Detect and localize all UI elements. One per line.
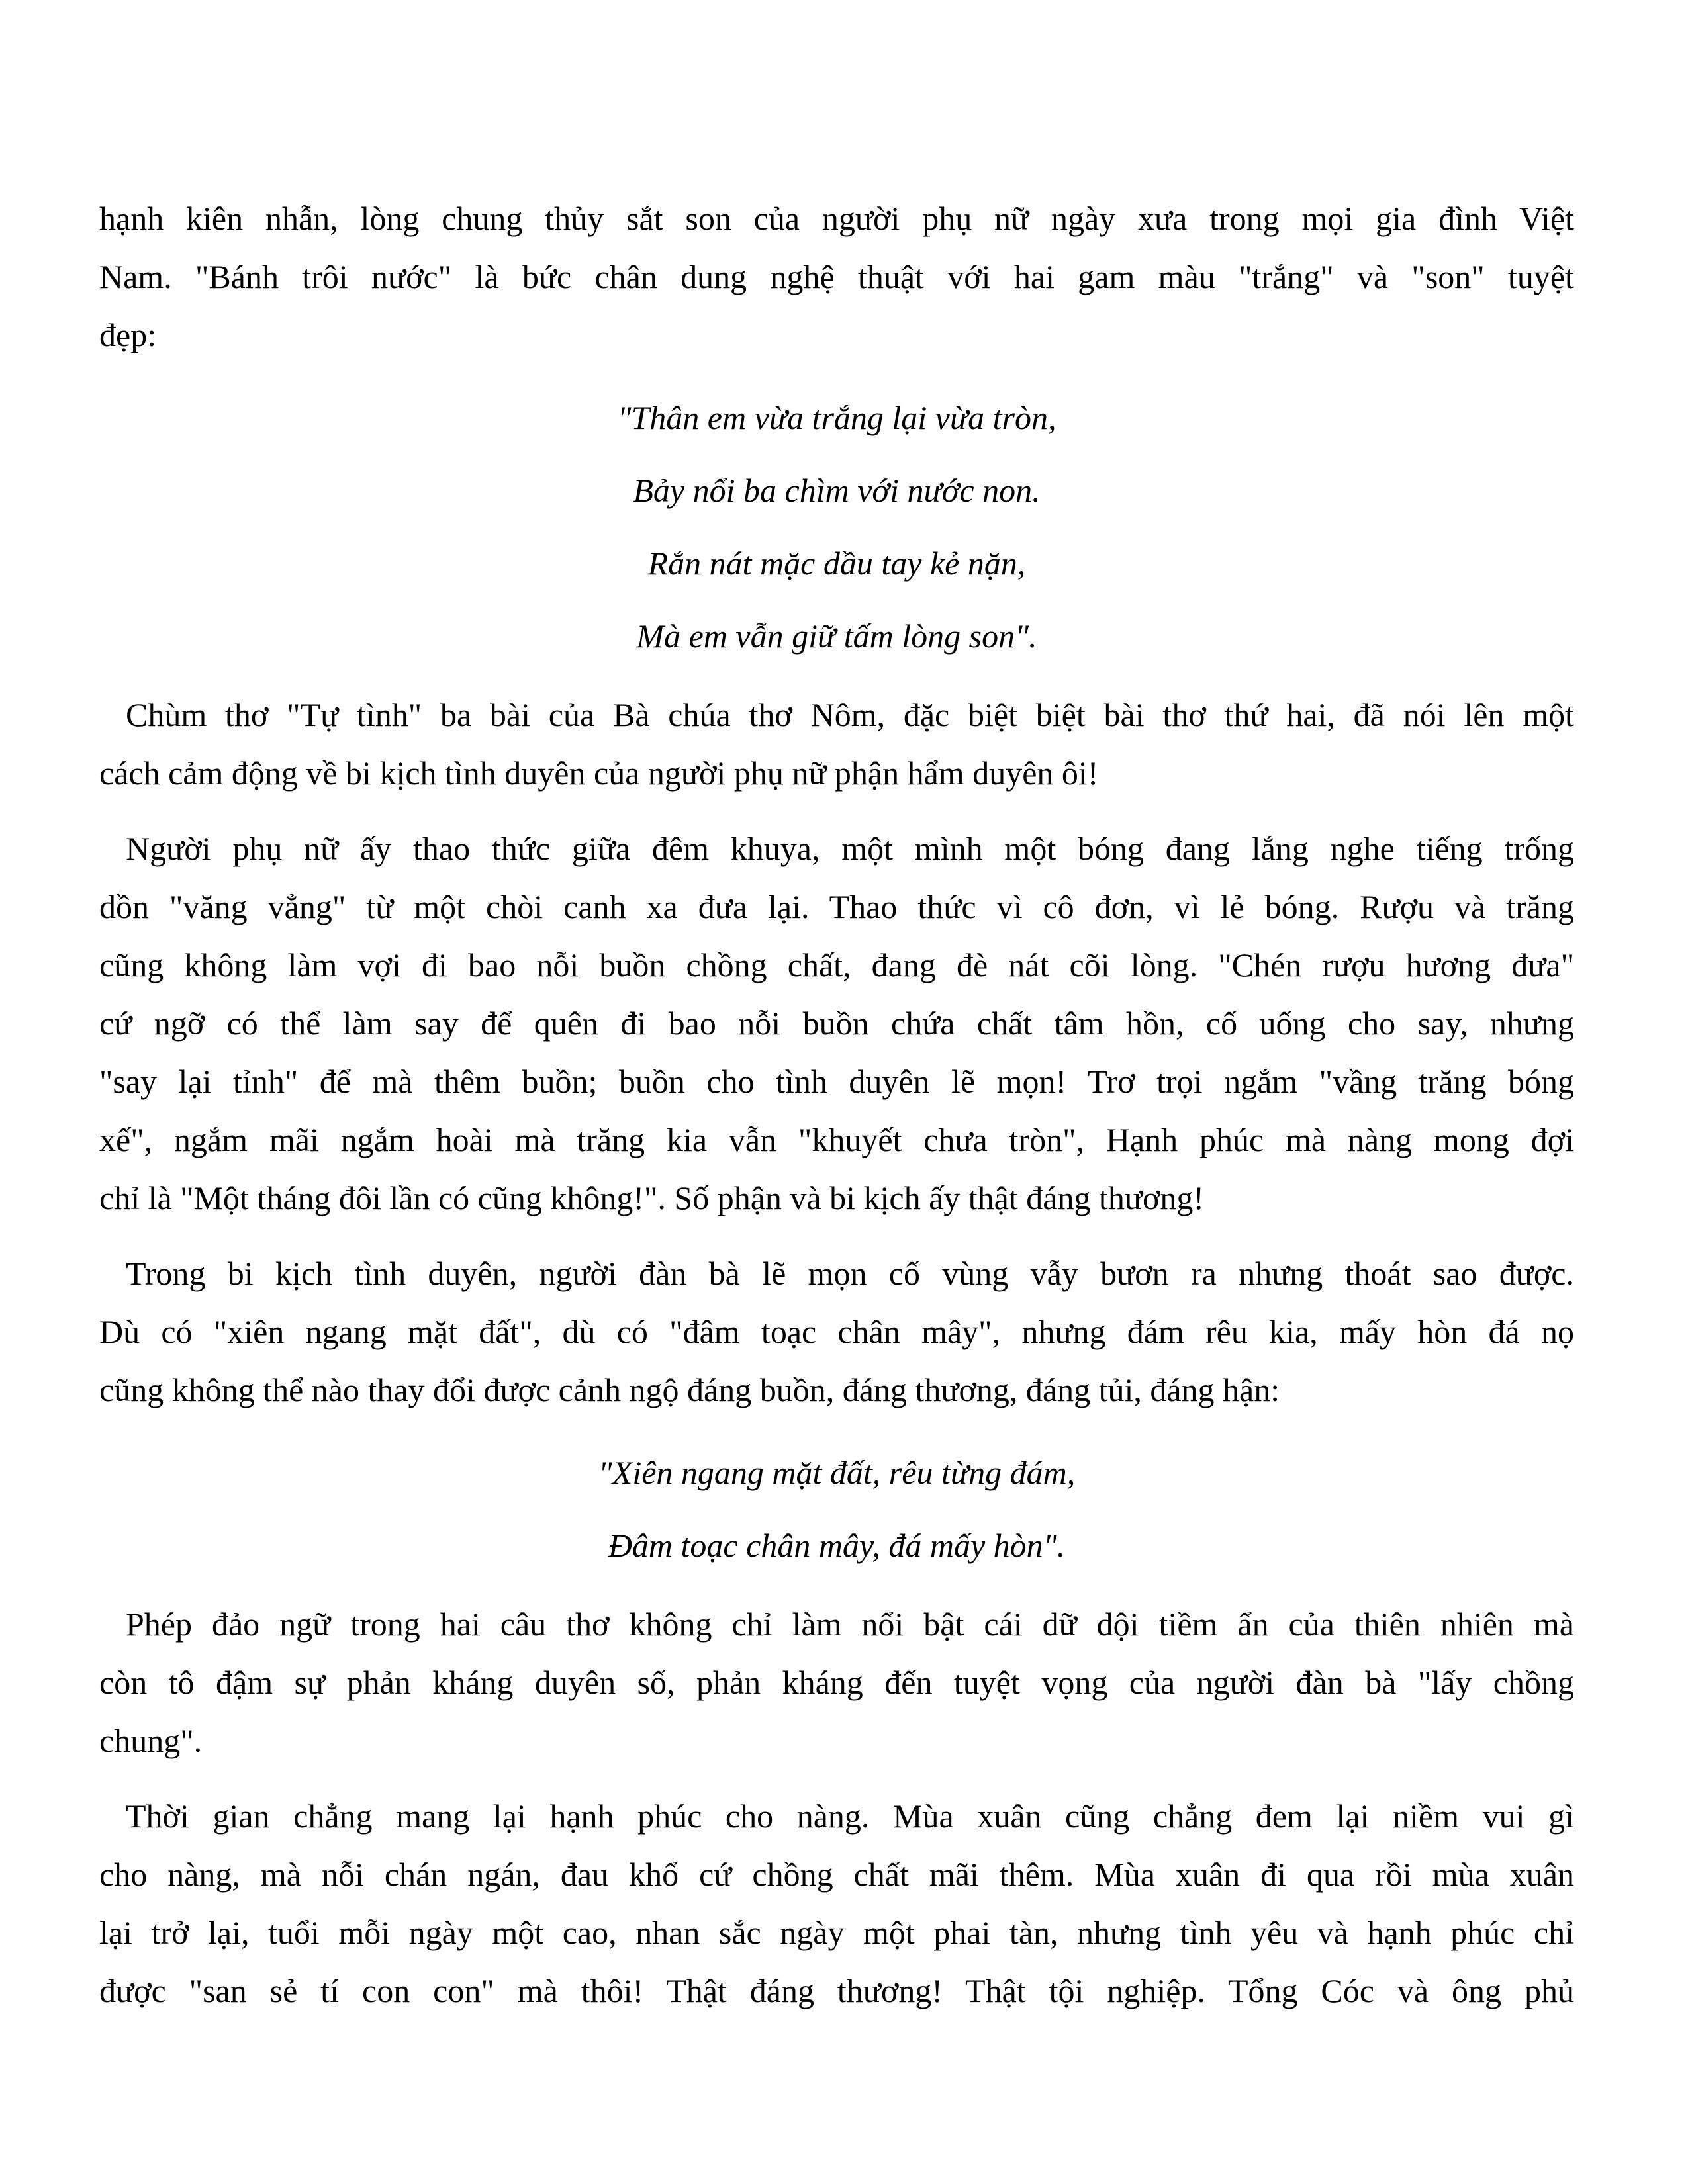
text-line: còn tô đậm sự phản kháng duyên số, phản kháng đến tuyệt vọng của người đàn bà "lấy chồng [99, 1664, 1574, 1701]
document-page [99, 189, 1574, 2037]
text-line: xế", ngắm mãi ngắm hoài mà trăng kia vẫn "khuyết chưa tròn", Hạnh phúc mà nàng mong đợi [99, 1121, 1574, 1158]
text-line: Dù có "xiên ngang mặt đất", dù có "đâm toạc chân mây", nhưng đám rêu kia, mấy hòn đá nọ [99, 1313, 1574, 1350]
text-line: Nam. "Bánh trôi nước" là bức chân dung nghệ thuật với hai gam màu "trắng" và "son" tuyệt [99, 258, 1574, 295]
paragraph-thoi-gian [99, 1787, 1574, 2020]
poem-line: Bảy nổi ba chìm với nước non. [633, 472, 1041, 509]
text-line: cũng không làm vợi đi bao nỗi buồn chồng chất, đang đè nát cõi lòng. "Chén rượu hương đưa" [99, 946, 1574, 983]
text-line: cách cảm động về bi kịch tình duyên của người phụ nữ phận hẩm duyên ôi! [99, 754, 1099, 792]
paragraph-tu-tinh [99, 686, 1574, 802]
paragraph-thao-thuc [99, 819, 1574, 1227]
paragraph-dao-ngu [99, 1595, 1574, 1770]
poem-line: "Xiên ngang mặt đất, rêu từng đám, [598, 1454, 1076, 1491]
text-line: Phép đảo ngữ trong hai câu thơ không chỉ làm nổi bật cái dữ dội tiềm ẩn của thiên nhiên mà [126, 1606, 1574, 1643]
text-line: Chùm thơ "Tự tình" ba bài của Bà chúa thơ Nôm, đặc biệt biệt bài thơ thứ hai, đã nói lên một [126, 696, 1574, 733]
text-line: Trong bi kịch tình duyên, người đàn bà lẽ mọn cố vùng vẫy bươn ra nhưng thoát sao được. [126, 1255, 1574, 1292]
paragraph-continuation [99, 189, 1574, 364]
text-line: dồn "văng vẳng" từ một chòi canh xa đưa lại. Thao thức vì cô đơn, vì lẻ bóng. Rượu và trăng [99, 888, 1574, 925]
text-line: Người phụ nữ ấy thao thức giữa đêm khuya, một mình một bóng đang lắng nghe tiếng trống [126, 830, 1574, 867]
poem-banh-troi-nuoc [99, 381, 1574, 672]
text-line: lại trở lại, tuổi mỗi ngày một cao, nhan sắc ngày một phai tàn, nhưng tình yêu và hạnh phúc chỉ [99, 1914, 1574, 1951]
text-line: "say lại tỉnh" để mà thêm buồn; buồn cho tình duyên lẽ mọn! Trơ trọi ngắm "vầng trăng bóng [99, 1063, 1574, 1100]
poem-line: Đâm toạc chân mây, đá mấy hòn". [608, 1527, 1066, 1564]
poem-tu-tinh [99, 1436, 1574, 1582]
poem-line: Mà em vẫn giữ tấm lòng son". [636, 617, 1037, 655]
text-line: chung". [99, 1722, 203, 1759]
poem-line: "Thân em vừa trắng lại vừa tròn, [617, 399, 1056, 436]
text-line: cho nàng, mà nỗi chán ngán, đau khổ cứ chồng chất mãi thêm. Mùa xuân đi qua rồi mùa xuân [99, 1856, 1574, 1893]
text-line: hạnh kiên nhẫn, lòng chung thủy sắt son của người phụ nữ ngày xưa trong mọi gia đình Việt [99, 200, 1574, 237]
poem-line: Rắn nát mặc dầu tay kẻ nặn, [647, 545, 1026, 582]
text-line: cũng không thể nào thay đổi được cảnh ngộ đáng buồn, đáng thương, đáng tủi, đáng hận: [99, 1371, 1280, 1408]
paragraph-bi-kich [99, 1244, 1574, 1419]
text-line: được "san sẻ tí con con" mà thôi! Thật đáng thương! Thật tội nghiệp. Tổng Cóc và ông phủ [99, 1972, 1574, 2009]
text-line: Thời gian chẳng mang lại hạnh phúc cho nàng. Mùa xuân cũng chẳng đem lại niềm vui gì [126, 1797, 1574, 1835]
text-line: đẹp: [99, 316, 157, 353]
text-line: chỉ là "Một tháng đôi lần có cũng không!". Số phận và bi kịch ấy thật đáng thương! [99, 1179, 1205, 1216]
text-line: cứ ngỡ có thể làm say để quên đi bao nỗi buồn chứa chất tâm hồn, cố uống cho say, nhưng [99, 1005, 1574, 1042]
